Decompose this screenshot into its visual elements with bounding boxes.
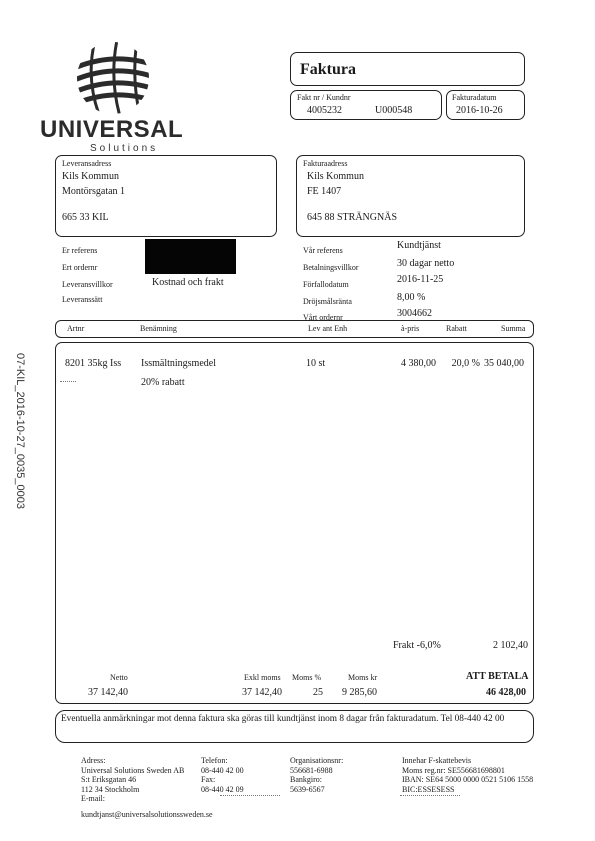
footer-org-value: 556681-6988 <box>290 765 333 775</box>
table-row-unit-price: 4 380,00 <box>401 358 436 369</box>
payment-terms-label: Betalningsvillkor <box>303 263 359 272</box>
net-value: 37 142,40 <box>88 687 128 698</box>
billing-address-line: 645 88 STRÄNGNÄS <box>307 212 398 223</box>
order-ref-label: Vårt ordernr <box>303 313 343 322</box>
remarks-box <box>55 710 534 743</box>
footer-phone-value: 08-440 42 00 <box>201 765 244 775</box>
globe-logo-icon <box>65 40 155 120</box>
order-number-label: Ert ordernr <box>62 263 98 272</box>
scan-speck <box>220 795 280 796</box>
billing-address-line: Kils Kommun <box>307 171 364 182</box>
delivery-address-box <box>55 155 277 237</box>
table-row-description: Issmältningsmedel <box>141 358 216 369</box>
vendor-reference-label: Vår referens <box>303 246 343 255</box>
payment-terms-value: 30 dagar netto <box>397 258 455 269</box>
footer-org <box>290 756 343 794</box>
excl-vat-label: Exkl moms <box>244 673 281 682</box>
column-header-unit-price: à-pris <box>401 324 420 333</box>
footer-bankgiro-label: Bankgiro: <box>290 775 322 784</box>
footer-iban: IBAN: SE64 5000 0000 0521 5106 1558 <box>402 775 534 784</box>
vat-amount-value: 9 285,60 <box>342 687 377 698</box>
order-ref-value: 3004662 <box>397 308 432 319</box>
logo-wordmark: UNIVERSAL <box>40 116 184 143</box>
invoice-number: 4005232 <box>307 105 342 116</box>
footer-fskatt: Innehar F-skattebevis <box>402 756 472 765</box>
vat-amount-label: Moms kr <box>348 673 378 682</box>
scan-code: 07-KIL_2016-10-27_0035_0003 <box>14 353 26 509</box>
title-box <box>290 52 525 86</box>
billing-address-line: FE 1407 <box>307 186 342 197</box>
freight-label: Frakt -6,0% <box>393 640 441 651</box>
scan-speck <box>400 795 460 796</box>
invoice-date-label: Fakturadatum <box>452 93 497 102</box>
footer-address-line: S:t Eriksgatan 46 <box>81 775 137 784</box>
invoice-number-label: Fakt nr / Kundnr <box>297 93 351 102</box>
scan-speck <box>60 381 76 382</box>
column-header-discount: Rabatt <box>446 324 467 333</box>
billing-address-label: Fakturaadress <box>303 159 348 168</box>
table-header <box>55 320 534 338</box>
due-date-label: Förfallodatum <box>303 280 349 289</box>
footer-fax-label: Fax: <box>201 775 216 784</box>
remarks-text: Eventuella anmärkningar mot denna faktura ska göras till kundtjänst inom 8 dagar från fakturadatum. Tel 08-440 42 00 <box>61 714 505 724</box>
footer-address-line: 112 34 Stockholm <box>81 784 140 794</box>
footer-address <box>81 756 213 819</box>
footer-fax-value: 08-440 42 09 <box>201 784 244 794</box>
our-reference-label: Er referens <box>62 246 98 255</box>
invoice-number-box <box>290 90 442 120</box>
footer-vat-reg: Moms reg.nr: SE556681698801 <box>402 765 505 775</box>
due-date-value: 2016-11-25 <box>397 274 444 285</box>
doc-title: Faktura <box>300 61 356 78</box>
freight-value: 2 102,40 <box>493 640 528 651</box>
delivery-terms-label: Leveransvillkor <box>62 280 113 289</box>
late-interest-label: Dröjsmålsränta <box>303 297 352 306</box>
footer-bic: BIC:ESSESESS <box>402 784 455 794</box>
vat-percent-label: Moms % <box>292 673 322 682</box>
table-row-sum: 35 040,00 <box>484 358 524 369</box>
amount-due-label: ATT BETALA <box>466 671 529 682</box>
late-interest-value: 8,00 % <box>397 292 426 303</box>
footer-email-label: E-mail: <box>81 794 105 803</box>
table-row-quantity: 10 st <box>306 358 326 369</box>
invoice-date-box <box>446 90 525 120</box>
table-row-artnr: 8201 35kg Iss <box>65 358 122 369</box>
excl-vat-value: 37 142,40 <box>242 687 282 698</box>
delivery-address-line: Kils Kommun <box>62 171 119 182</box>
customer-number: U000548 <box>375 105 413 116</box>
footer-phone <box>201 756 244 794</box>
logo-subtitle: Solutions <box>90 143 159 154</box>
footer-org-label: Organisationsnr: <box>290 756 344 765</box>
invoice-date: 2016-10-26 <box>456 105 503 116</box>
billing-address-box <box>296 155 525 237</box>
footer-address-label: Adress: <box>81 756 106 765</box>
delivery-method-label: Leveranssätt <box>62 295 103 304</box>
vat-percent-value: 25 <box>313 687 323 698</box>
delivery-address-label: Leveransadress <box>62 159 112 168</box>
footer-tax <box>402 756 533 794</box>
footer-bankgiro-value: 5639-6567 <box>290 784 325 794</box>
delivery-address-line: 665 33 KIL <box>62 212 109 223</box>
table-row-description: 20% rabatt <box>141 377 185 388</box>
table-row-discount: 20,0 % <box>451 358 480 369</box>
delivery-address-line: Montörsgatan 1 <box>62 186 126 197</box>
vendor-reference-value: Kundtjänst <box>397 240 441 251</box>
net-label: Netto <box>110 673 128 682</box>
invoice-body <box>55 342 534 704</box>
column-header-quantity: Lev ant Enh <box>308 324 348 333</box>
amount-due-value: 46 428,00 <box>486 687 526 698</box>
footer-address-line: Universal Solutions Sweden AB <box>81 765 185 775</box>
column-header-artnr: Artnr <box>67 324 85 333</box>
column-header-sum: Summa <box>501 324 526 333</box>
delivery-terms-value: Kostnad och frakt <box>152 277 224 288</box>
footer-phone-label: Telefon: <box>201 756 228 765</box>
redacted-block <box>145 239 236 274</box>
footer-email: kundtjanst@universalsolutionssweden.se <box>81 809 213 819</box>
column-header-description: Benämning <box>140 324 177 333</box>
